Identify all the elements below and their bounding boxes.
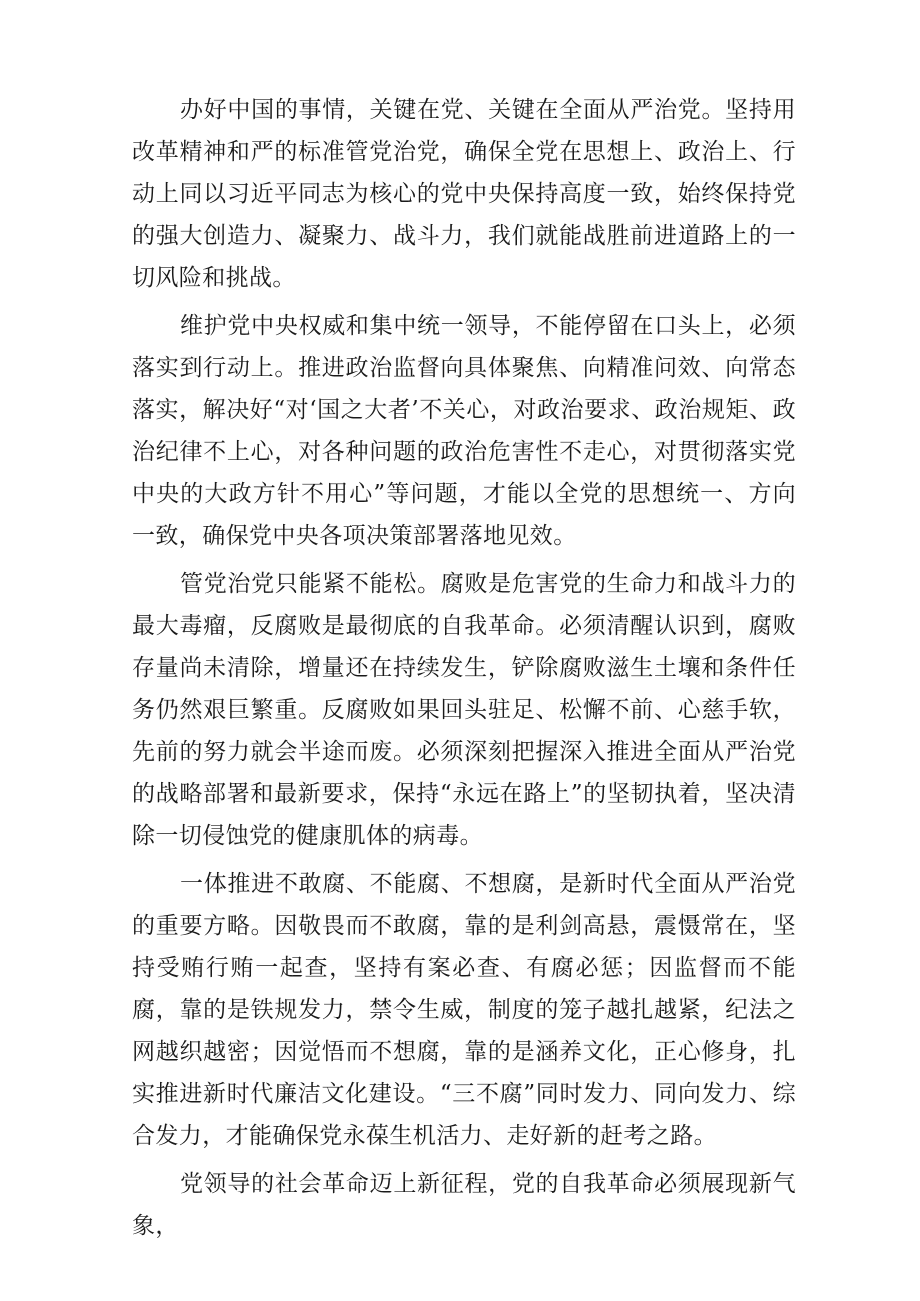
paragraph-4: 一体推进不敢腐、不能腐、不想腐，是新时代全面从严治党的重要方略。因敬畏而不敢腐，靠的是利剑高悬，震慑常在，坚持受贿行贿一起查，坚持有案必查、有腐必惩；因监督而不能腐，靠的是铁规发力，禁令生威，制度的笼子越扎越紧，纪法之网越织越密；因觉悟而不想腐，靠的是涵养文化，正心修身，扎实推进新时代廉洁文化建设。“三不腐”同时发力、同向发力、综合发力，才能确保党永葆生机活力、走好新的赶考之路。: [132, 871, 796, 1149]
paragraph-1: 办好中国的事情，关键在党、关键在全面从严治党。坚持用改革精神和严的标准管党治党，确保全党在思想上、政治上、行动上同以习近平同志为核心的党中央保持高度一致，始终保持党的强大创造力、凝聚力、战斗力，我们就能战胜前进道路上的一切风险和挑战。: [132, 97, 796, 291]
paragraph-2: 维护党中央权威和集中统一领导，不能停留在口头上，必须落实到行动上。推进政治监督向具体聚焦、向精准问效、向常态落实，解决好“对‘国之大者’不关心，对政治要求、政治规矩、政治纪律不上心，对各种问题的政治危害性不走心，对贯彻落实党中央的大政方针不用心”等问题，才能以全党的思想统一、方向一致，确保党中央各项决策部署落地见效。: [132, 313, 796, 549]
paragraph-3: 管党治党只能紧不能松。腐败是危害党的生命力和战斗力的最大毒瘤，反腐败是最彻底的自我革命。必须清醒认识到，腐败存量尚未清除，增量还在持续发生，铲除腐败滋生土壤和条件任务仍然艰巨繁重。反腐败如果回头驻足、松懈不前、心慈手软，先前的努力就会半途而废。必须深刻把握深入推进全面从严治党的战略部署和最新要求，保持“永远在路上”的坚韧执着，坚决清除一切侵蚀党的健康肌体的病毒。: [132, 571, 796, 849]
paragraph-5: 党领导的社会革命迈上新征程，党的自我革命必须展现新气象，: [132, 1171, 796, 1239]
document-body: [132, 89, 796, 1253]
